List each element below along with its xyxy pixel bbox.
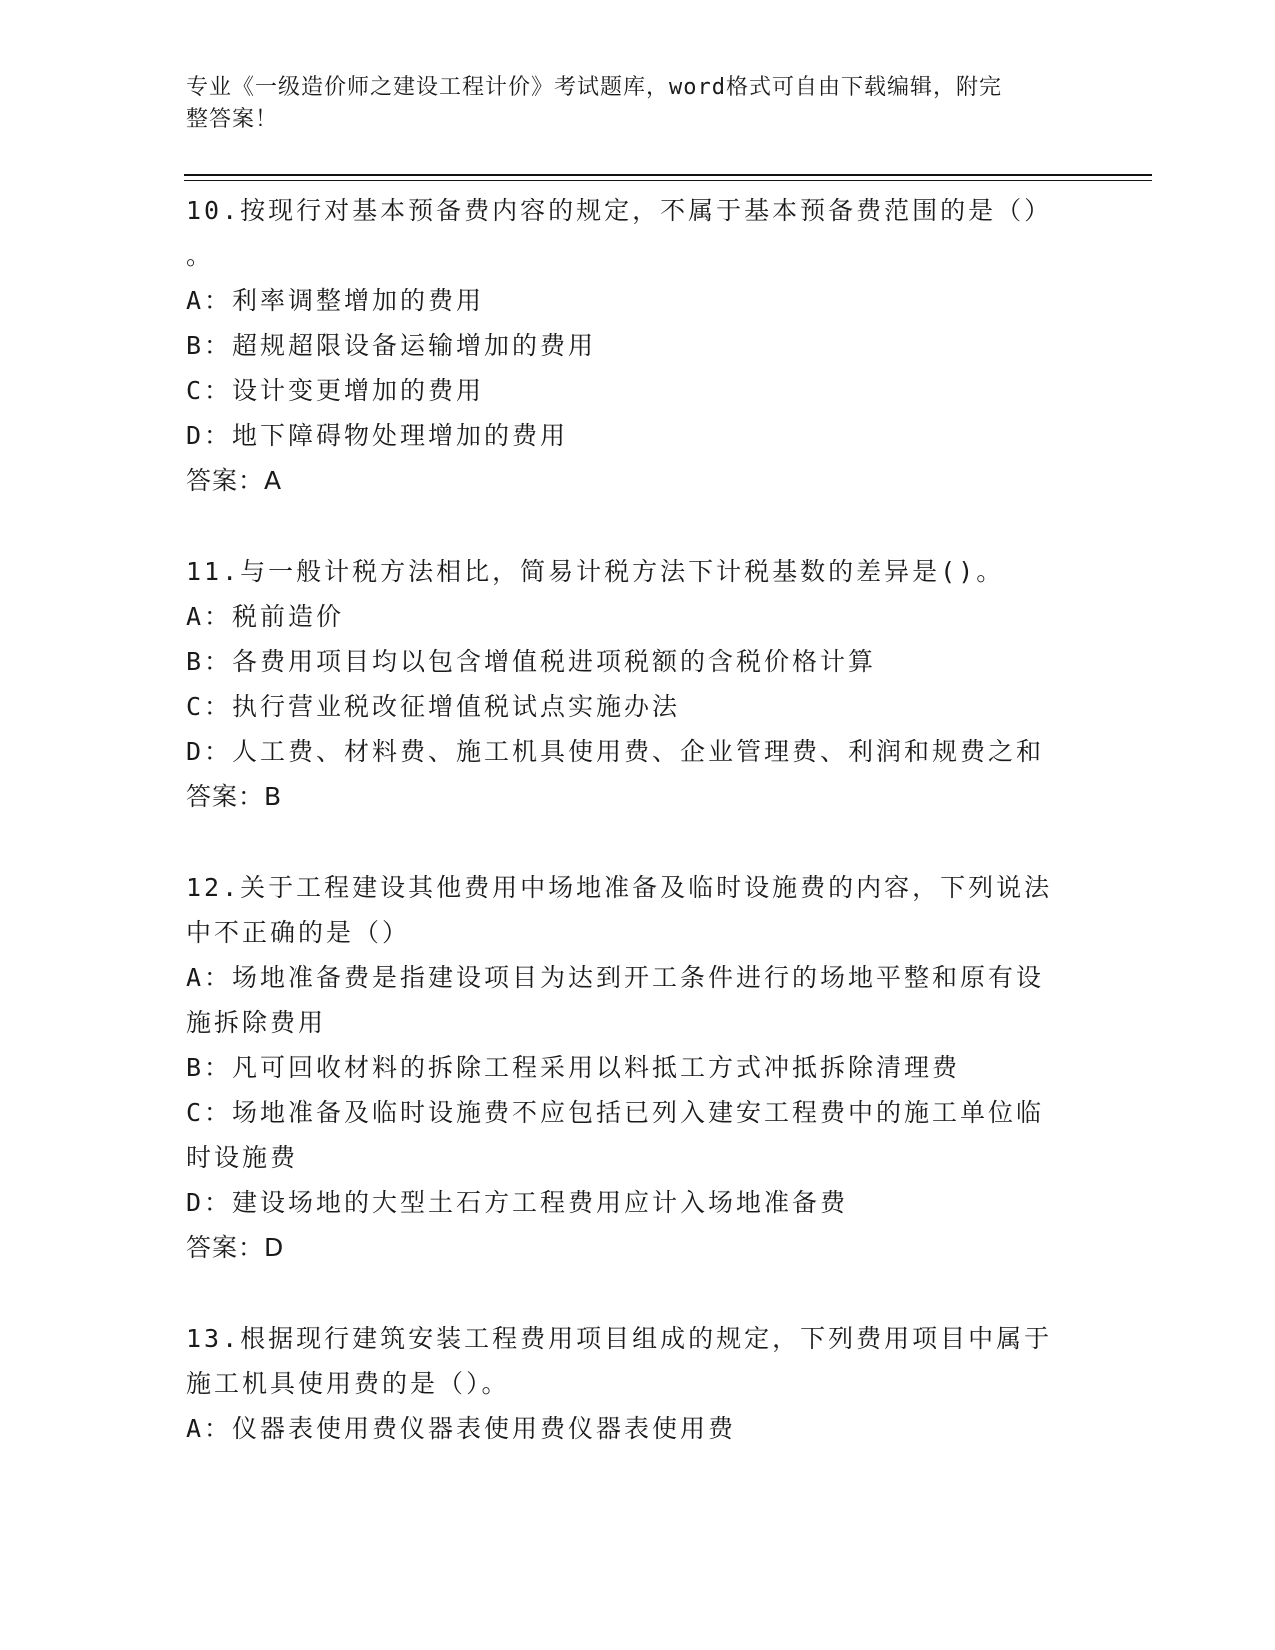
header-divider-thick: [184, 174, 1152, 176]
answer-option: B：凡可回收材料的拆除工程采用以料抵工方式冲抵拆除清理费: [186, 1053, 961, 1082]
answer-option: B：超规超限设备运输增加的费用: [186, 331, 597, 360]
answer-option: C：场地准备及临时设施费不应包括已列入建安工程费中的施工单位临 时设施费: [186, 1098, 1045, 1172]
question-block: [186, 1316, 1086, 1451]
question-block: [186, 549, 1086, 819]
answer-option: D：建设场地的大型土石方工程费用应计入场地准备费: [186, 1188, 849, 1217]
answer-option: A：税前造价: [186, 602, 345, 631]
answer-option: A：场地准备费是指建设项目为达到开工条件进行的场地平整和原有设 施拆除费用: [186, 963, 1045, 1037]
header-line-1: 专业《一级造价师之建设工程计价》考试题库，word格式可自由下载编辑，附完: [186, 75, 1002, 100]
answer-option: B：各费用项目均以包含增值税进项税额的含税价格计算: [186, 647, 877, 676]
question-stem: 12.关于工程建设其他费用中场地准备及临时设施费的内容，下列说法 中不正确的是（）: [186, 873, 1053, 947]
answer-key: 答案：D: [186, 1233, 285, 1262]
question-stem: 10.按现行对基本预备费内容的规定，不属于基本预备费范围的是（） 。: [186, 196, 1053, 270]
question-stem: 11.与一般计税方法相比，简易计税方法下计税基数的差异是()。: [186, 557, 1005, 586]
document-header: [186, 72, 1066, 136]
question-stem: 13.根据现行建筑安装工程费用项目组成的规定，下列费用项目中属于 施工机具使用费的是（）。: [186, 1324, 1053, 1398]
header-line-2: 整答案！: [186, 107, 279, 132]
question-block: [186, 865, 1086, 1270]
answer-option: A：仪器表使用费仪器表使用费仪器表使用费: [186, 1414, 737, 1443]
question-block: [186, 188, 1086, 503]
answer-option: C：设计变更增加的费用: [186, 376, 485, 405]
question-list: [186, 188, 1086, 1497]
answer-option: D：地下障碍物处理增加的费用: [186, 421, 569, 450]
answer-option: D：人工费、材料费、施工机具使用费、企业管理费、利润和规费之和: [186, 737, 1045, 766]
answer-option: A：利率调整增加的费用: [186, 286, 485, 315]
answer-option: C：执行营业税改征增值税试点实施办法: [186, 692, 681, 721]
answer-key: 答案：A: [186, 466, 283, 495]
answer-key: 答案：B: [186, 782, 283, 811]
header-divider-thin: [184, 180, 1152, 181]
